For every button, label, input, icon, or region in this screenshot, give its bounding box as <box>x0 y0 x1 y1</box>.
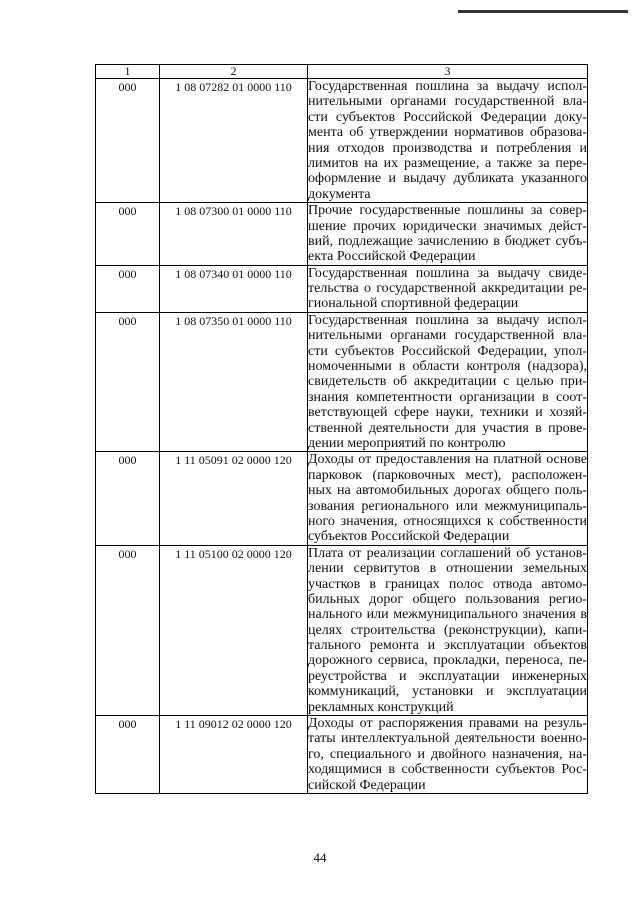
description-cell <box>308 312 588 452</box>
description-line: оформление и выдачу дубликата указанного <box>308 171 587 187</box>
description-cell <box>308 545 588 715</box>
description-line: субъектов Российской Федерации <box>308 529 510 545</box>
description-line: нального или межмуниципального значения в <box>308 607 587 623</box>
description-line: нительными органами государственной вла- <box>308 328 587 344</box>
description-line: гиональной спортивной федерации <box>308 296 519 312</box>
table-row <box>96 79 588 203</box>
description-line: сти субъектов Российской Федерации доку- <box>308 109 587 125</box>
admin-code-cell: 000 <box>96 265 160 312</box>
description-line: Государственная пошлина за выдачу испол- <box>308 312 587 328</box>
description-line: сти субъектов Российской Федерации, упол- <box>308 343 587 359</box>
description-line: таты интеллектуальной деятельности военно- <box>308 731 587 747</box>
description-line: лении сервитутов в отношении земельных <box>308 561 587 577</box>
description-line: целях строительства (реконструкции), капи- <box>308 622 587 638</box>
budget-code-cell: 1 11 05100 02 0000 120 <box>160 545 308 715</box>
description-line: участков в границах полос отвода автомо- <box>308 576 587 592</box>
budget-code-cell: 1 11 05091 02 0000 120 <box>160 452 308 545</box>
description-line: шение прочих юридически значимых дейст- <box>308 218 587 234</box>
description-line: ственной деятельности для участия в прове- <box>308 420 587 436</box>
admin-code-cell: 000 <box>96 545 160 715</box>
description-line: сийской Федерации <box>308 777 426 793</box>
budget-code-cell: 1 11 09012 02 0000 120 <box>160 716 308 794</box>
admin-code-cell: 000 <box>96 79 160 203</box>
table-body <box>96 65 588 794</box>
description-line: свидетельств об аккредитации с целью при- <box>308 374 587 390</box>
description-line: нительными органами государственной вла- <box>308 94 587 110</box>
table-row <box>96 265 588 312</box>
description-cell <box>308 265 588 312</box>
admin-code-cell: 000 <box>96 203 160 266</box>
description-cell <box>308 716 588 794</box>
description-line: рекламных конструкций <box>308 699 454 715</box>
top-rule <box>458 10 628 13</box>
description-line: Плата от реализации соглашений об установ- <box>308 545 587 561</box>
description-line: ных на автомобильных дорогах общего поль- <box>308 483 587 499</box>
column-header-3: 3 <box>308 65 588 79</box>
description-line: парковок (парковочных мест), расположен- <box>308 467 587 483</box>
description-line: Доходы от распоряжения правами на резуль- <box>308 716 587 732</box>
description-line: документа <box>308 186 371 202</box>
table-header-row <box>96 65 588 79</box>
budget-code-cell: 1 08 07300 01 0000 110 <box>160 203 308 266</box>
column-header-1: 1 <box>96 65 160 79</box>
description-line: ветствующей сфере науки, техники и хозяй- <box>308 405 587 421</box>
description-line: бильных дорог общего пользования регио- <box>308 591 587 607</box>
description-line: лимитов на их размещение, а также за пере- <box>308 155 587 171</box>
description-line: номоченными в области контроля (надзора), <box>308 359 587 375</box>
description-line: ния отходов производства и потребления и <box>308 140 587 156</box>
description-line: Доходы от предоставления на платной основе <box>308 452 587 468</box>
description-line: Прочие государственные пошлины за совер- <box>308 203 587 219</box>
description-line: дорожного сервиса, прокладки, переноса, пе- <box>308 653 587 669</box>
page-number: 44 <box>313 850 327 865</box>
admin-code-cell: 000 <box>96 716 160 794</box>
description-line: тельства о государственной аккредитации ре- <box>308 281 587 297</box>
table-row <box>96 716 588 794</box>
description-line: реустройства и эксплуатации инженерных <box>308 668 587 684</box>
budget-code-cell: 1 08 07350 01 0000 110 <box>160 312 308 452</box>
admin-code-cell: 000 <box>96 312 160 452</box>
description-line: вий, подлежащие зачислению в бюджет субъ- <box>308 233 587 249</box>
table-row <box>96 545 588 715</box>
revenue-codes-table <box>95 64 588 794</box>
table-row <box>96 452 588 545</box>
description-line: знания компетентности организации в соот- <box>308 389 587 405</box>
description-cell <box>308 452 588 545</box>
description-line: Государственная пошлина за выдачу испол- <box>308 79 587 94</box>
budget-code-cell: 1 08 07282 01 0000 110 <box>160 79 308 203</box>
column-header-2: 2 <box>160 65 308 79</box>
description-line: коммуникаций, установки и эксплуатации <box>308 684 587 700</box>
budget-code-cell: 1 08 07340 01 0000 110 <box>160 265 308 312</box>
description-line: тального ремонта и эксплуатации объектов <box>308 638 587 654</box>
description-line: ного значения, относящихся к собственности <box>308 513 587 529</box>
description-line: зования регионального или межмуниципаль- <box>308 498 587 514</box>
description-line: мента об утверждении нормативов образова- <box>308 125 587 141</box>
description-cell <box>308 203 588 266</box>
description-line: дении мероприятий по контролю <box>308 435 506 451</box>
description-line: екта Российской Федерации <box>308 249 476 265</box>
description-cell <box>308 79 588 203</box>
description-line: ходящимися в собственности субъектов Рос- <box>308 762 587 778</box>
admin-code-cell: 000 <box>96 452 160 545</box>
table-row <box>96 203 588 266</box>
table-row <box>96 312 588 452</box>
description-line: Государственная пошлина за выдачу свиде- <box>308 265 587 281</box>
description-line: го, специального и двойного назначения, на- <box>308 746 587 762</box>
